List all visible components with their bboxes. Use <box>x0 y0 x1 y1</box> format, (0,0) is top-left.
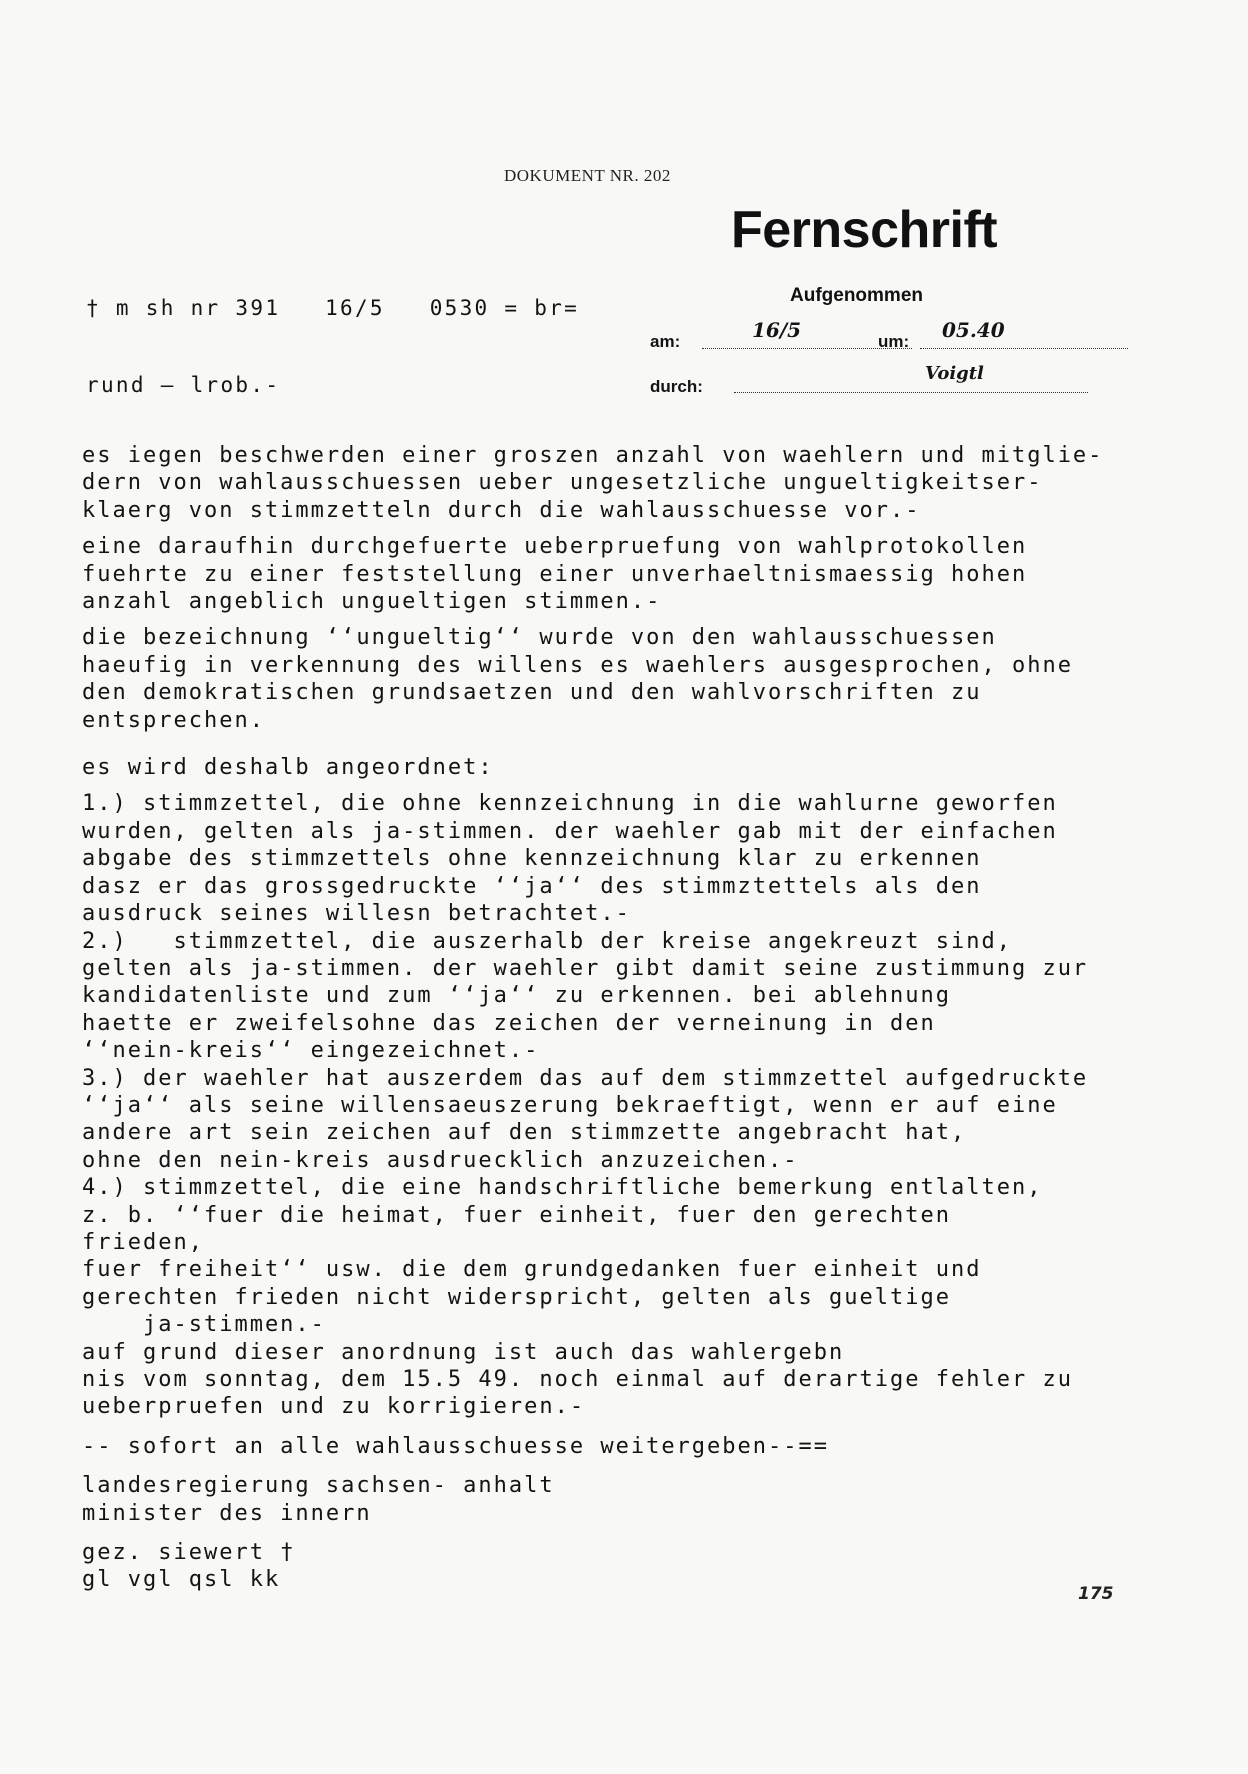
body-line: ueberpruefen und zu korrigieren.- <box>82 1394 586 1420</box>
sender-line: minister des innern <box>82 1500 372 1526</box>
body-line: frieden, <box>82 1229 204 1255</box>
body-line: wurden, gelten als ja-stimmen. der waehler gab mit der einfachen <box>82 818 1058 844</box>
um-label: um: <box>878 332 910 351</box>
body-line: haette er zweifelsohne das zeichen der verneinung in den <box>82 1010 936 1036</box>
body-line: andere art sein zeichen auf den stimmzette angebracht hat, <box>82 1120 967 1146</box>
paragraph-invalid-designation <box>82 624 1182 734</box>
um-dotted-line <box>920 348 1128 349</box>
body-line: die bezeichnung ‘‘ungueltig‘‘ wurde von den wahlausschuessen <box>82 625 997 651</box>
document-number-caption: DOKUMENT NR. 202 <box>504 166 671 185</box>
body-line: kandidatenliste und zum ‘‘ja‘‘ zu erkennen. bei ablehnung <box>82 983 951 1009</box>
form-subtitle: Aufgenommen <box>790 285 923 306</box>
body-line: ausdruck seines willesn betrachtet.- <box>82 901 631 927</box>
body-line: es iegen beschwerden einer groszen anzahl von waehlern und mitglie- <box>82 443 1104 468</box>
body-line: es wird deshalb angeordnet: <box>82 755 494 781</box>
page-number: 175 <box>1078 1584 1114 1604</box>
am-handwritten-value: 16/5 <box>752 318 802 342</box>
body-line: dern von wahlausschuessen ueber ungesetzliche ungueltigkeitser- <box>82 470 1043 496</box>
signature-block <box>82 1539 1182 1594</box>
body-line: -- sofort an alle wahlausschuesse weitergeben--== <box>82 1433 830 1459</box>
signature-line: gez. siewert † <box>82 1540 296 1566</box>
durch-label: durch: <box>650 377 703 396</box>
paragraph-forward-instruction <box>82 1433 1182 1460</box>
paragraph-ordered <box>82 754 1182 781</box>
body-line: entsprechen. <box>82 707 265 733</box>
body-line: ‘‘ja‘‘ als seine willensaeuszerung bekraeftigt, wenn er auf eine <box>82 1092 1058 1118</box>
telex-routing-line: † m sh nr 391 16/5 0530 = br= <box>86 296 580 320</box>
body-line: abgabe des stimmzettels ohne kennzeichnung klar zu erkennen <box>82 846 982 872</box>
body-line: fuer freiheit‘‘ usw. die dem grundgedanken fuer einheit und <box>82 1257 982 1283</box>
sender-block <box>82 1472 1182 1527</box>
body-line: ‘‘nein-kreis‘‘ eingezeichnet.- <box>82 1038 540 1064</box>
body-line: gelten als ja-stimmen. der waehler gibt damit seine zustimmung zur <box>82 955 1089 981</box>
body-line: z. b. ‘‘fuer die heimat, fuer einheit, fuer den gerechten <box>82 1202 951 1228</box>
body-line: nis vom sonntag, dem 15.5 49. noch einmal auf derartige fehler zu <box>82 1367 1073 1392</box>
body-line: anzahl angeblich ungueltigen stimmen.- <box>82 589 662 615</box>
um-handwritten-value: 05.40 <box>942 318 1005 342</box>
durch-handwritten-value: Voigtl <box>925 363 984 384</box>
telex-closing-line: gl vgl qsl kk <box>82 1567 281 1593</box>
telex-body <box>82 442 1182 1594</box>
paragraph-rules <box>82 790 1182 1420</box>
paragraph-review <box>82 533 1182 615</box>
body-line: ja-stimmen.- <box>82 1312 326 1338</box>
body-line: 4.) stimmzettel, die eine handschriftliche bemerkung entlalten, <box>82 1175 1043 1201</box>
body-line: 2.) stimmzettel, die auszerhalb der kreise angekreuzt sind, <box>82 928 1012 954</box>
body-line: haeufig in verkennung des willens es waehlers ausgesprochen, ohne <box>82 652 1073 678</box>
durch-dotted-line <box>734 392 1088 393</box>
body-line: eine daraufhin durchgefuerte ueberpruefung von wahlprotokollen <box>82 534 1028 560</box>
body-line: den demokratischen grundsaetzen und den wahlvorschriften zu <box>82 680 982 706</box>
body-line: ohne den nein-kreis ausdruecklich anzuzeichen.- <box>82 1147 799 1173</box>
form-title: Fernschrift <box>731 201 998 259</box>
body-line: gerechten frieden nicht widerspricht, gelten als gueltige <box>82 1284 951 1310</box>
body-line: fuehrte zu einer feststellung einer unverhaeltnismaessig hohen <box>82 561 1028 587</box>
body-line: 3.) der waehler hat auszerdem das auf dem stimmzettel aufgedruckte <box>82 1065 1089 1091</box>
telex-addressee-line: rund — lrob.- <box>86 373 281 397</box>
am-label: am: <box>650 332 681 351</box>
body-line: 1.) stimmzettel, die ohne kennzeichnung in die wahlurne geworfen <box>82 791 1058 817</box>
sender-line: landesregierung sachsen- anhalt <box>82 1473 555 1499</box>
body-line: auf grund dieser anordnung ist auch das wahlergebn <box>82 1339 845 1365</box>
body-line: dasz er das grossgedruckte ‘‘ja‘‘ des stimmztettels als den <box>82 873 982 899</box>
body-line: klaerg von stimmzetteln durch die wahlausschuesse vor.- <box>82 497 921 523</box>
paragraph-complaints <box>82 442 1182 524</box>
